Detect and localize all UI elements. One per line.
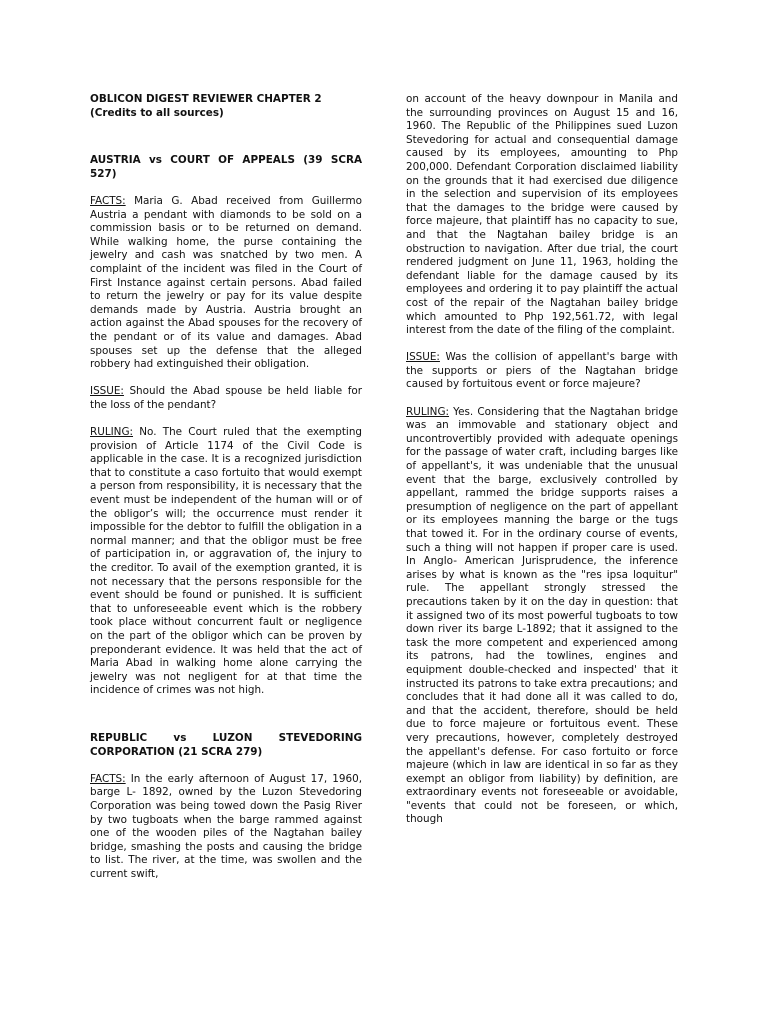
case1-title: AUSTRIA vs COURT OF APPEALS (39 SCRA 527): [90, 154, 362, 180]
case2-ruling-text: Yes. Considering that the Nagtahan bridge was an immovable and stationary object and uncontrovertibly provided with adequate openings for the passage of water craft, including barges like of appellant's, it was undeniable that the unusual event that the barge, exclusively controlled by appellant, rammed the bridge supports raises a presumption of negligence on the part of appellant or its employees manning the barge or the tugs that towed it. For in the ordinary course of events, such a thing will not happen if proper care is used. In Anglo- American Jurisprudence, the inference arises by what is known as the "res ipsa loquitur" rule. The appellant strongly stressed the precautions taken by it on the day in question: that it assigned two of its most powerful tugboats to tow down river its barge L-1892; that it assigned to the task the more competent and experienced among its patrons, had the towlines, engines and equipment double-checked and inspected' that it instructed its patrons to take extra precautions; and concludes that it had done all it was called to do, and that the accident, therefore, should be held due to force majeure or fortuitous event. These very precautions, however, completely destroyed the appellant's defense. For caso fortuito or force majeure (which in law are identical in so far as they exempt an obligor from liability) by definition, are extraordinary events not foreseeable or avoidable, "events that could not be foreseen, or which, though: [406, 405, 678, 826]
case2-ruling-label: RULING:: [406, 405, 450, 418]
case2-facts-left: [90, 773, 362, 882]
title-line-1: OBLICON DIGEST REVIEWER CHAPTER 2: [90, 93, 322, 105]
case1-facts-label: FACTS:: [90, 194, 126, 207]
document-title: [90, 93, 362, 120]
case1-issue-label: ISSUE:: [90, 385, 124, 398]
case2-issue-label: ISSUE:: [406, 351, 440, 364]
case2-facts-text-left: In the early afternoon of August 17, 1960, barge L- 1892, owned by the Luzon Stevedoring Corporation was being towed down the Pasig River by two tugboats when the barge rammed against one of the wooden piles of the Nagtahan bailey bridge, smashing the posts and causing the bridge to list. The river, at the time, was swollen and the current swift,: [90, 772, 362, 880]
case1-ruling-text: No. The Court ruled that the exempting provision of Article 1174 of the Civil Code is applicable in the case. It is a recognized jurisdiction that to constitute a caso fortuito that would exempt a person from responsibility, it is necessary that the event must be independent of the human will or of the obligor’s will; the occurrence must render it impossible for the debtor to fulfill the obligation in a normal manner; and that the obligor must be free of participation in, or aggravation of, the injury to the creditor. To avail of the exemption granted, it is not necessary that the persons responsible for the event should be found or punished. It is sufficient that to unforeseeable event which is the robbery took place without concurrent fault or negligence on the part of the obligor which can be proven by preponderant evidence. It was held that the act of Maria Abad in walking home alone carrying the jewelry was not negligent for at that time the incidence of crimes was not high.: [90, 426, 362, 697]
title-line-2: (Credits to all sources): [90, 106, 224, 119]
case1-facts-text: Maria G. Abad received from Guillermo Austria a pendant with diamonds to be sold on a commission basis or to be returned on demand. While walking home, the purse containing the jewelry and cash was snatched by two men. A complaint of the incident was filed in the Court of First Instance against certain persons. Abad failed to return the jewelry or pay for its value despite demands made by Austria. Austria brought an action against the Abad spouses for the recovery of the pendant or of its value and damages. Abad spouses set up the defense that the alleged robbery had extinguished their obligation.: [90, 194, 362, 371]
case2-facts-label: FACTS:: [90, 772, 126, 785]
case1-facts: [90, 195, 362, 372]
case2-issue: [406, 351, 678, 392]
left-column: [90, 93, 362, 881]
case2-facts-right: on account of the heavy downpour in Manila and the surrounding provinces on August 15 and 16, 1960. The Republic of the Philippines sued Luzon Stevedoring for actual and consequential damage caused by its employees, amounting to Php 200,000. Defendant Corporation disclaimed liability on the grounds that it had exercised due diligence in the selection and supervision of its employees that the damages to the bridge were caused by force majeure, that plaintiff has no capacity to sue, and that the Nagtahan bailey bridge is an obstruction to navigation. After due trial, the court rendered judgment on June 11, 1963, holding the defendant liable for the damage caused by its employees and ordering it to pay plaintiff the actual cost of the repair of the Nagtahan bailey bridge which amounted to Php 192,561.72, with legal interest from the date of the filing of the complaint.: [406, 93, 678, 337]
case1-issue: [90, 385, 362, 412]
case2-issue-text: Was the collision of appellant's barge with the supports or piers of the Nagtahan bridge caused by fortuitous event or force majeure?: [406, 351, 678, 391]
case2-ruling: [406, 406, 678, 827]
case2-title: REPUBLIC vs LUZON STEVEDORING CORPORATION (21 SCRA 279): [90, 731, 362, 758]
case1-ruling-label: RULING:: [90, 426, 134, 439]
case1-ruling: [90, 426, 362, 698]
case1-issue-text: Should the Abad spouse be held liable for the loss of the pendant?: [90, 385, 362, 411]
right-column: [406, 93, 678, 827]
